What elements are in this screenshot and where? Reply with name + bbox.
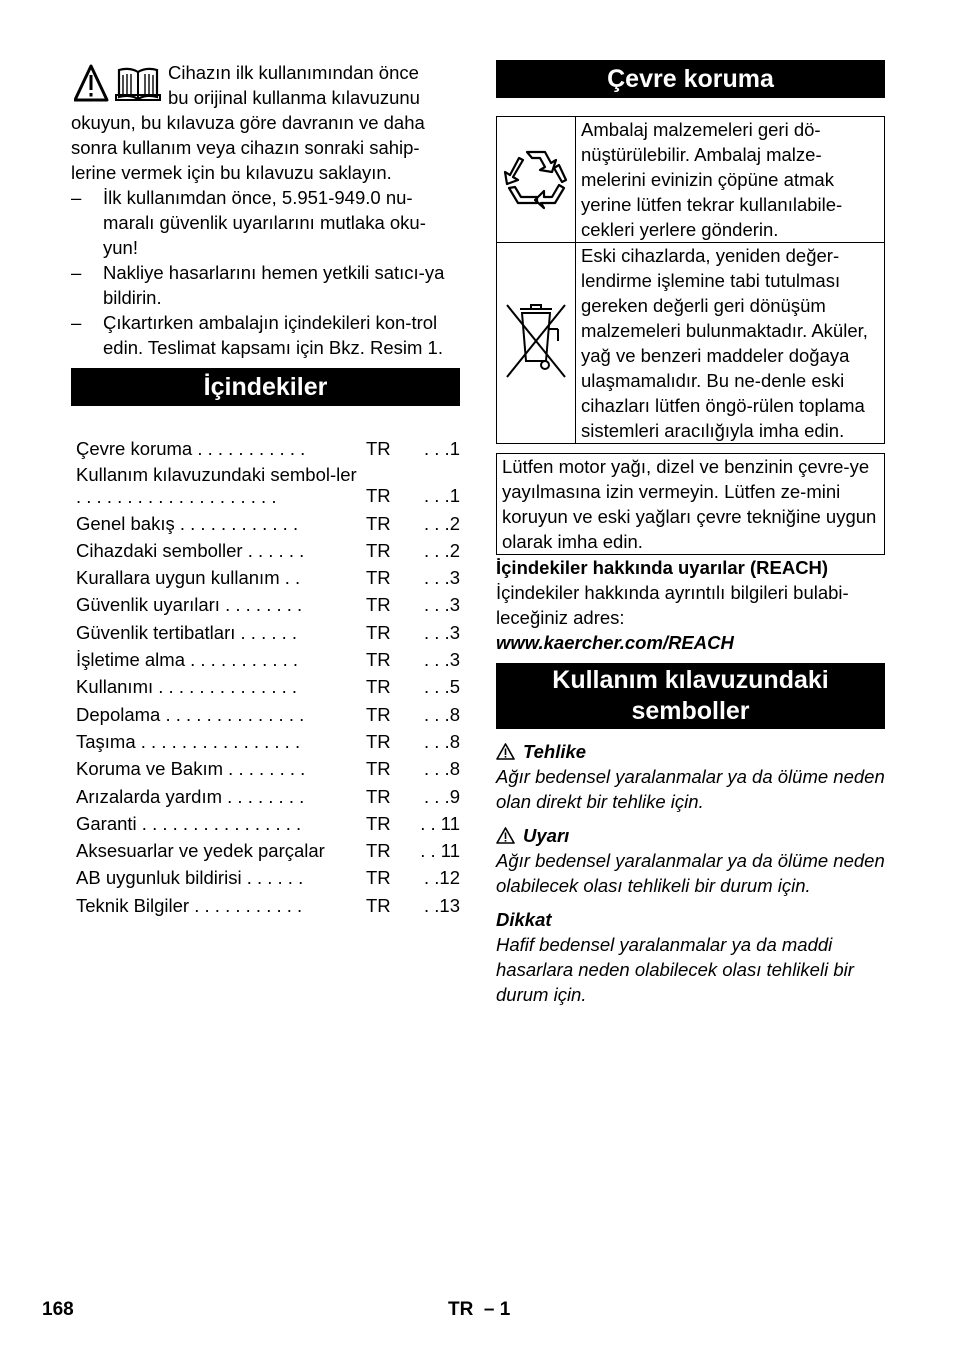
toc-entry-title: Depolama . . . . . . . . . . . . . .	[76, 703, 305, 725]
environment-heading: Çevre koruma	[496, 60, 885, 98]
toc-row[interactable]	[76, 781, 460, 808]
toc-entry-page: . . .8	[424, 703, 460, 725]
toc-entry-title: Kullanım kılavuzundaki sembol-ler . . . . . . . . . . . . . . . . . . . .	[76, 464, 357, 508]
toc-entry-title: Koruma ve Bakım . . . . . . . .	[76, 758, 306, 780]
toc-entry-page: . . 11	[420, 840, 460, 862]
symbol-label-caution: Dikkat	[496, 909, 552, 930]
reach-link[interactable]: www.kaercher.com/REACH	[496, 632, 734, 653]
toc-entry-title: Aksesuarlar ve yedek parçalar	[76, 840, 325, 862]
toc-row[interactable]	[76, 617, 460, 644]
intro-bullet: – Çıkartırken ambalajın içindekileri kon-trol edin. Teslimat kapsamı için Bkz. Resim 1.	[71, 310, 460, 360]
intro-bullet: – İlk kullanımdan önce, 5.951-949.0 nu-maralı güvenlik uyarılarını mutlaka oku-yun!	[71, 185, 460, 260]
recycle-icon	[499, 140, 573, 214]
symbols-list	[496, 739, 885, 1007]
toc-entry-lang: TR	[366, 567, 391, 589]
environment-row-text: Ambalaj malzemeleri geri dö-nüştürülebilir. Ambalaj malze-melerini evinizin çöpüne atmak yerine lütfen tekrar kullanılabile-cekleri yerlere gönderin.	[576, 117, 885, 243]
toc-row[interactable]	[76, 536, 460, 563]
toc-entry-title: Genel bakış . . . . . . . . . . . .	[76, 512, 299, 534]
reach-title: İçindekiler hakkında uyarılar (REACH)	[496, 557, 829, 578]
toc-entry-lang: TR	[366, 785, 391, 807]
toc-entry-title: Teknik Bilgiler . . . . . . . . . . .	[76, 894, 303, 916]
symbols-heading: Kullanım kılavuzundaki semboller	[496, 663, 885, 729]
symbol-label-text: Tehlike	[523, 741, 587, 762]
toc-entry-title: Güvenlik uyarıları . . . . . . . .	[76, 594, 303, 616]
toc-entry-lang: TR	[366, 867, 391, 889]
toc-entry-title: Arızalarda yardım . . . . . . . .	[76, 785, 305, 807]
toc-entry-lang: TR	[366, 676, 391, 698]
toc-entry-lang: TR	[366, 485, 391, 507]
crossed-bin-icon	[501, 297, 571, 383]
toc-entry-lang: TR	[366, 438, 391, 460]
toc-entry-lang: TR	[366, 840, 391, 862]
recycle-icon-cell	[497, 117, 576, 243]
table-of-contents	[71, 434, 460, 918]
toc-entry-title: Güvenlik tertibatları . . . . . .	[76, 621, 298, 643]
environment-row	[497, 243, 885, 444]
toc-row[interactable]	[76, 563, 460, 590]
toc-row[interactable]	[76, 461, 460, 508]
left-column	[71, 60, 460, 918]
crossed-bin-icon-cell	[497, 243, 576, 444]
environment-table	[496, 116, 885, 444]
symbol-description: Hafif bedensel yaralanmalar ya da maddi hasarlara neden olabilecek olası tehlikeli bir durum için.	[496, 934, 854, 1005]
toc-row[interactable]	[76, 434, 460, 461]
toc-row[interactable]	[76, 645, 460, 672]
toc-entry-lang: TR	[366, 512, 391, 534]
toc-entry-lang: TR	[366, 758, 391, 780]
symbol-label-warning	[496, 823, 885, 848]
toc-row[interactable]	[76, 508, 460, 535]
toc-entry-title: AB uygunluk bildirisi . . . . . .	[76, 867, 304, 889]
toc-row[interactable]	[76, 672, 460, 699]
oil-notice-box: Lütfen motor yağı, dizel ve benzinin çevre-ye yayılmasına izin vermeyin. Lütfen ze-mini koruyun ve eski yağları çevre tekniğine uygun olarak imha edin.	[496, 453, 885, 555]
toc-entry-page: . . .2	[424, 539, 460, 561]
toc-entry-title: Kullanımı . . . . . . . . . . . . . .	[76, 676, 298, 698]
intro-line-2: bu orijinal kullanma kılavuzunu	[168, 87, 420, 108]
toc-entry-title: Kurallara uygun kullanım . .	[76, 567, 301, 589]
intro-block	[71, 60, 460, 360]
toc-entry-page: . . .5	[424, 676, 460, 698]
environment-row	[497, 117, 885, 243]
toc-entry-lang: TR	[366, 649, 391, 671]
toc-entry-title: Garanti . . . . . . . . . . . . . . . .	[76, 812, 302, 834]
toc-entry-lang: TR	[366, 812, 391, 834]
toc-entry-page: . .13	[424, 894, 460, 916]
toc-row[interactable]	[76, 890, 460, 917]
warning-and-manual-icon	[74, 64, 164, 104]
toc-row[interactable]	[76, 727, 460, 754]
toc-entry-lang: TR	[366, 594, 391, 616]
page-number: 168	[42, 1299, 74, 1320]
toc-entry-page: . . .3	[424, 649, 460, 671]
toc-entry-lang: TR	[366, 730, 391, 752]
warning-triangle-icon	[496, 743, 515, 760]
toc-row[interactable]	[76, 863, 460, 890]
toc-entry-page: . . .8	[424, 730, 460, 752]
toc-heading: İçindekiler	[71, 368, 460, 406]
toc-entry-title: İşletime alma . . . . . . . . . . .	[76, 649, 299, 671]
toc-entry-page: . . .3	[424, 567, 460, 589]
toc-row[interactable]	[76, 699, 460, 726]
symbol-description: Ağır bedensel yaralanmalar ya da ölüme neden olabilecek olası tehlikeli bir durum için.	[496, 850, 885, 896]
reach-text: İçindekiler hakkında ayrıntılı bilgileri bulabi-leceğiniz adres:	[496, 582, 849, 628]
toc-entry-lang: TR	[366, 539, 391, 561]
toc-entry-page: . . .3	[424, 621, 460, 643]
toc-entry-lang: TR	[366, 703, 391, 725]
toc-row[interactable]	[76, 809, 460, 836]
toc-entry-title: Cihazdaki semboller . . . . . .	[76, 539, 305, 561]
toc-entry-page: . . .1	[424, 485, 460, 507]
toc-entry-title: Taşıma . . . . . . . . . . . . . . . .	[76, 730, 301, 752]
toc-row[interactable]	[76, 754, 460, 781]
toc-row[interactable]	[76, 590, 460, 617]
toc-entry-page: . . .9	[424, 785, 460, 807]
intro-bullet-list	[71, 185, 460, 360]
footer-section-label: TR – 1	[448, 1299, 511, 1320]
intro-bullet: – Nakliye hasarlarını hemen yetkili satıcı-ya bildirin.	[71, 260, 460, 310]
toc-entry-page: . . 11	[420, 812, 460, 834]
symbol-label-text: Uyarı	[523, 825, 570, 846]
intro-text: okuyun, bu kılavuza göre davranın ve daha sonra kullanım veya cihazın sonraki sahip-lerine vermek için bu kılavuzu saklayın.	[71, 112, 425, 183]
intro-line-1: Cihazın ilk kullanımından önce	[168, 62, 419, 83]
toc-entry-page: . .12	[424, 867, 460, 889]
toc-entry-page: . . .1	[424, 438, 460, 460]
right-column	[496, 60, 885, 1007]
symbol-description: Ağır bedensel yaralanmalar ya da ölüme neden olan direkt bir tehlike için.	[496, 766, 885, 812]
symbol-label-danger	[496, 739, 885, 764]
toc-entry-page: . . .8	[424, 758, 460, 780]
toc-entry-lang: TR	[366, 894, 391, 916]
toc-entry-title: Çevre koruma . . . . . . . . . . .	[76, 438, 306, 460]
toc-entry-page: . . .3	[424, 594, 460, 616]
toc-row[interactable]	[76, 836, 460, 863]
toc-entry-page: . . .2	[424, 512, 460, 534]
environment-row-text: Eski cihazlarda, yeniden değer-lendirme işlemine tabi tutulması gereken değerli geri dönüşüm malzemeleri bulunmaktadır. Aküler, yağ ve benzeri maddeler doğaya ulaşmamalıdır. Bu ne-denle eski cihazları lütfen öngö-rülen toplama sistemleri aracılığıyla imha edin.	[576, 243, 885, 444]
warning-triangle-icon	[496, 827, 515, 844]
toc-entry-lang: TR	[366, 621, 391, 643]
